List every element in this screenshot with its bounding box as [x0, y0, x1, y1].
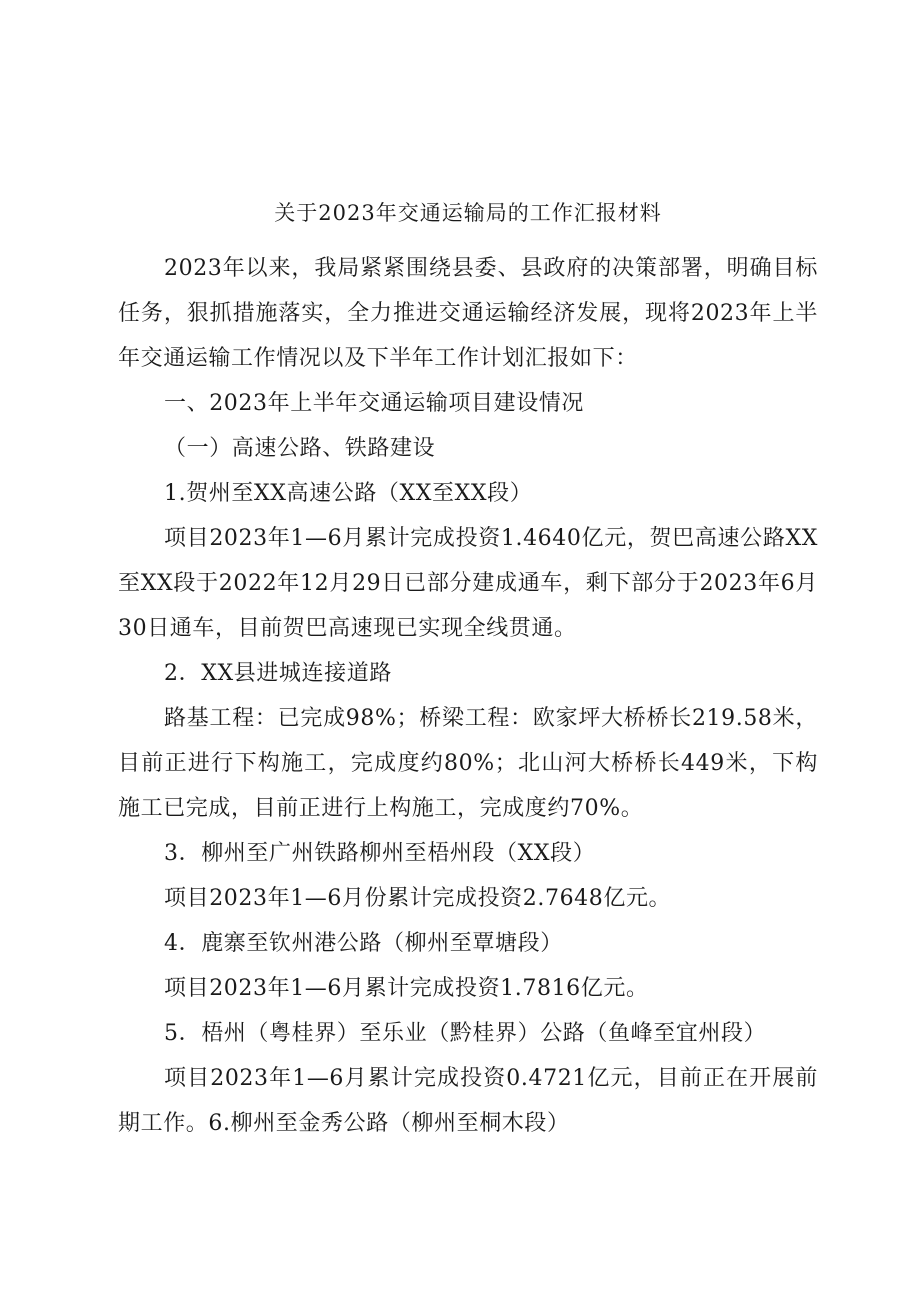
item-heading: 2．XX县进城连接道路 — [164, 661, 392, 686]
document-title: 关于2023年交通运输局的工作汇报材料 — [274, 201, 662, 225]
item-paragraph: 路基工程：已完成98%；桥梁工程：欧家坪大桥桥长219.58米，目前正进行下构施工，完成度约80%；北山河大桥桥长449米，下构施工已完成，目前正进行上构施工，完成度约70%。 — [118, 706, 818, 821]
document-page — [118, 188, 818, 1146]
item-paragraph: 项目2023年1—6月累计完成投资1.7816亿元。 — [164, 976, 649, 1001]
item-heading: 5．梧州（粤桂界）至乐业（黔桂界）公路（鱼峰至宜州段） — [164, 1021, 767, 1046]
subsection-heading: （一）高速公路、铁路建设 — [164, 436, 436, 461]
item-paragraph: 项目2023年1—6月份累计完成投资2.7648亿元。 — [164, 886, 672, 911]
item-paragraph: 项目2023年1—6月累计完成投资1.4640亿元，贺巴高速公路XX至XX段于2022年12月29日已部分建成通车，剩下部分于2023年6月30日通车，目前贺巴高速现已实现全线贯通。 — [118, 526, 818, 641]
section-heading: 一、2023年上半年交通运输项目建设情况 — [164, 391, 584, 416]
item-paragraph: 项目2023年1—6月累计完成投资0.4721亿元，目前正在开展前期工作。6.柳州至金秀公路（柳州至桐木段） — [118, 1066, 818, 1136]
item-heading: 3．柳州至广州铁路柳州至梧州段（XX段） — [164, 841, 596, 866]
item-heading: 1.贺州至XX高速公路（XX至XX段） — [164, 481, 533, 506]
item-heading: 4．鹿寨至钦州港公路（柳州至覃塘段） — [164, 931, 563, 956]
intro-paragraph: 2023年以来，我局紧紧围绕县委、县政府的决策部署，明确目标任务，狠抓措施落实，全力推进交通运输经济发展，现将2023年上半年交通运输工作情况以及下半年工作计划汇报如下： — [118, 256, 818, 371]
